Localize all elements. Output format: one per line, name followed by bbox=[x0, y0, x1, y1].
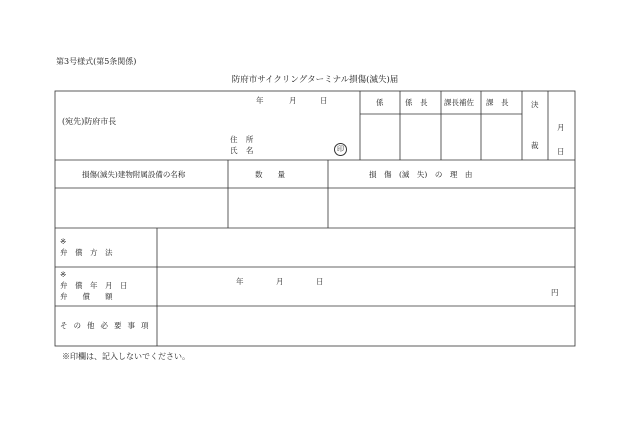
damage-col-name: 損傷(滅失)建物附属設備の名称 bbox=[82, 170, 186, 179]
date-day-label: 日 bbox=[320, 96, 328, 105]
method-label: 弁 償 方 法 bbox=[60, 248, 113, 257]
date-year-label: 年 bbox=[256, 96, 264, 105]
comp-month-label: 月 bbox=[276, 277, 284, 286]
yen-label: 円 bbox=[551, 288, 559, 297]
date-mark: ※ bbox=[60, 270, 67, 279]
address-label: 住 所 bbox=[230, 135, 257, 144]
approval-kakaricho: 係 長 bbox=[405, 98, 428, 107]
comp-amount-label: 弁 償 額 bbox=[60, 292, 113, 301]
approval-kakari: 係 bbox=[376, 98, 384, 107]
comp-year-label: 年 bbox=[236, 277, 244, 286]
seal-icon: 印 bbox=[334, 143, 347, 156]
date-month-label: 月 bbox=[289, 96, 297, 105]
footnote: ※印欄は、記入しないでください。 bbox=[62, 352, 190, 361]
approval-kessai-bottom: 裁 bbox=[531, 141, 539, 150]
comp-day-label: 日 bbox=[316, 277, 324, 286]
approval-kessai-top: 決 bbox=[531, 100, 539, 109]
addressee: (宛先)防府市長 bbox=[62, 117, 117, 126]
method-mark: ※ bbox=[60, 237, 67, 246]
approval-kessai-day: 日 bbox=[557, 147, 565, 156]
approval-kacho: 課 長 bbox=[486, 98, 509, 107]
other-label: その他必要事項 bbox=[60, 321, 155, 330]
approval-kacho-hosa: 課長補佐 bbox=[444, 98, 474, 107]
approval-kessai-month: 月 bbox=[557, 123, 565, 132]
name-label: 氏 名 bbox=[230, 146, 257, 155]
form-title: 防府市サイクリングターミナル損傷(滅失)届 bbox=[231, 75, 399, 85]
damage-col-quantity: 数 量 bbox=[255, 170, 285, 179]
comp-date-label: 弁 償 年 月 日 bbox=[60, 281, 128, 290]
form-number: 第3号様式(第5条関係) bbox=[56, 57, 137, 66]
damage-col-reason: 損 傷 (滅 失) の 理 由 bbox=[369, 170, 473, 179]
